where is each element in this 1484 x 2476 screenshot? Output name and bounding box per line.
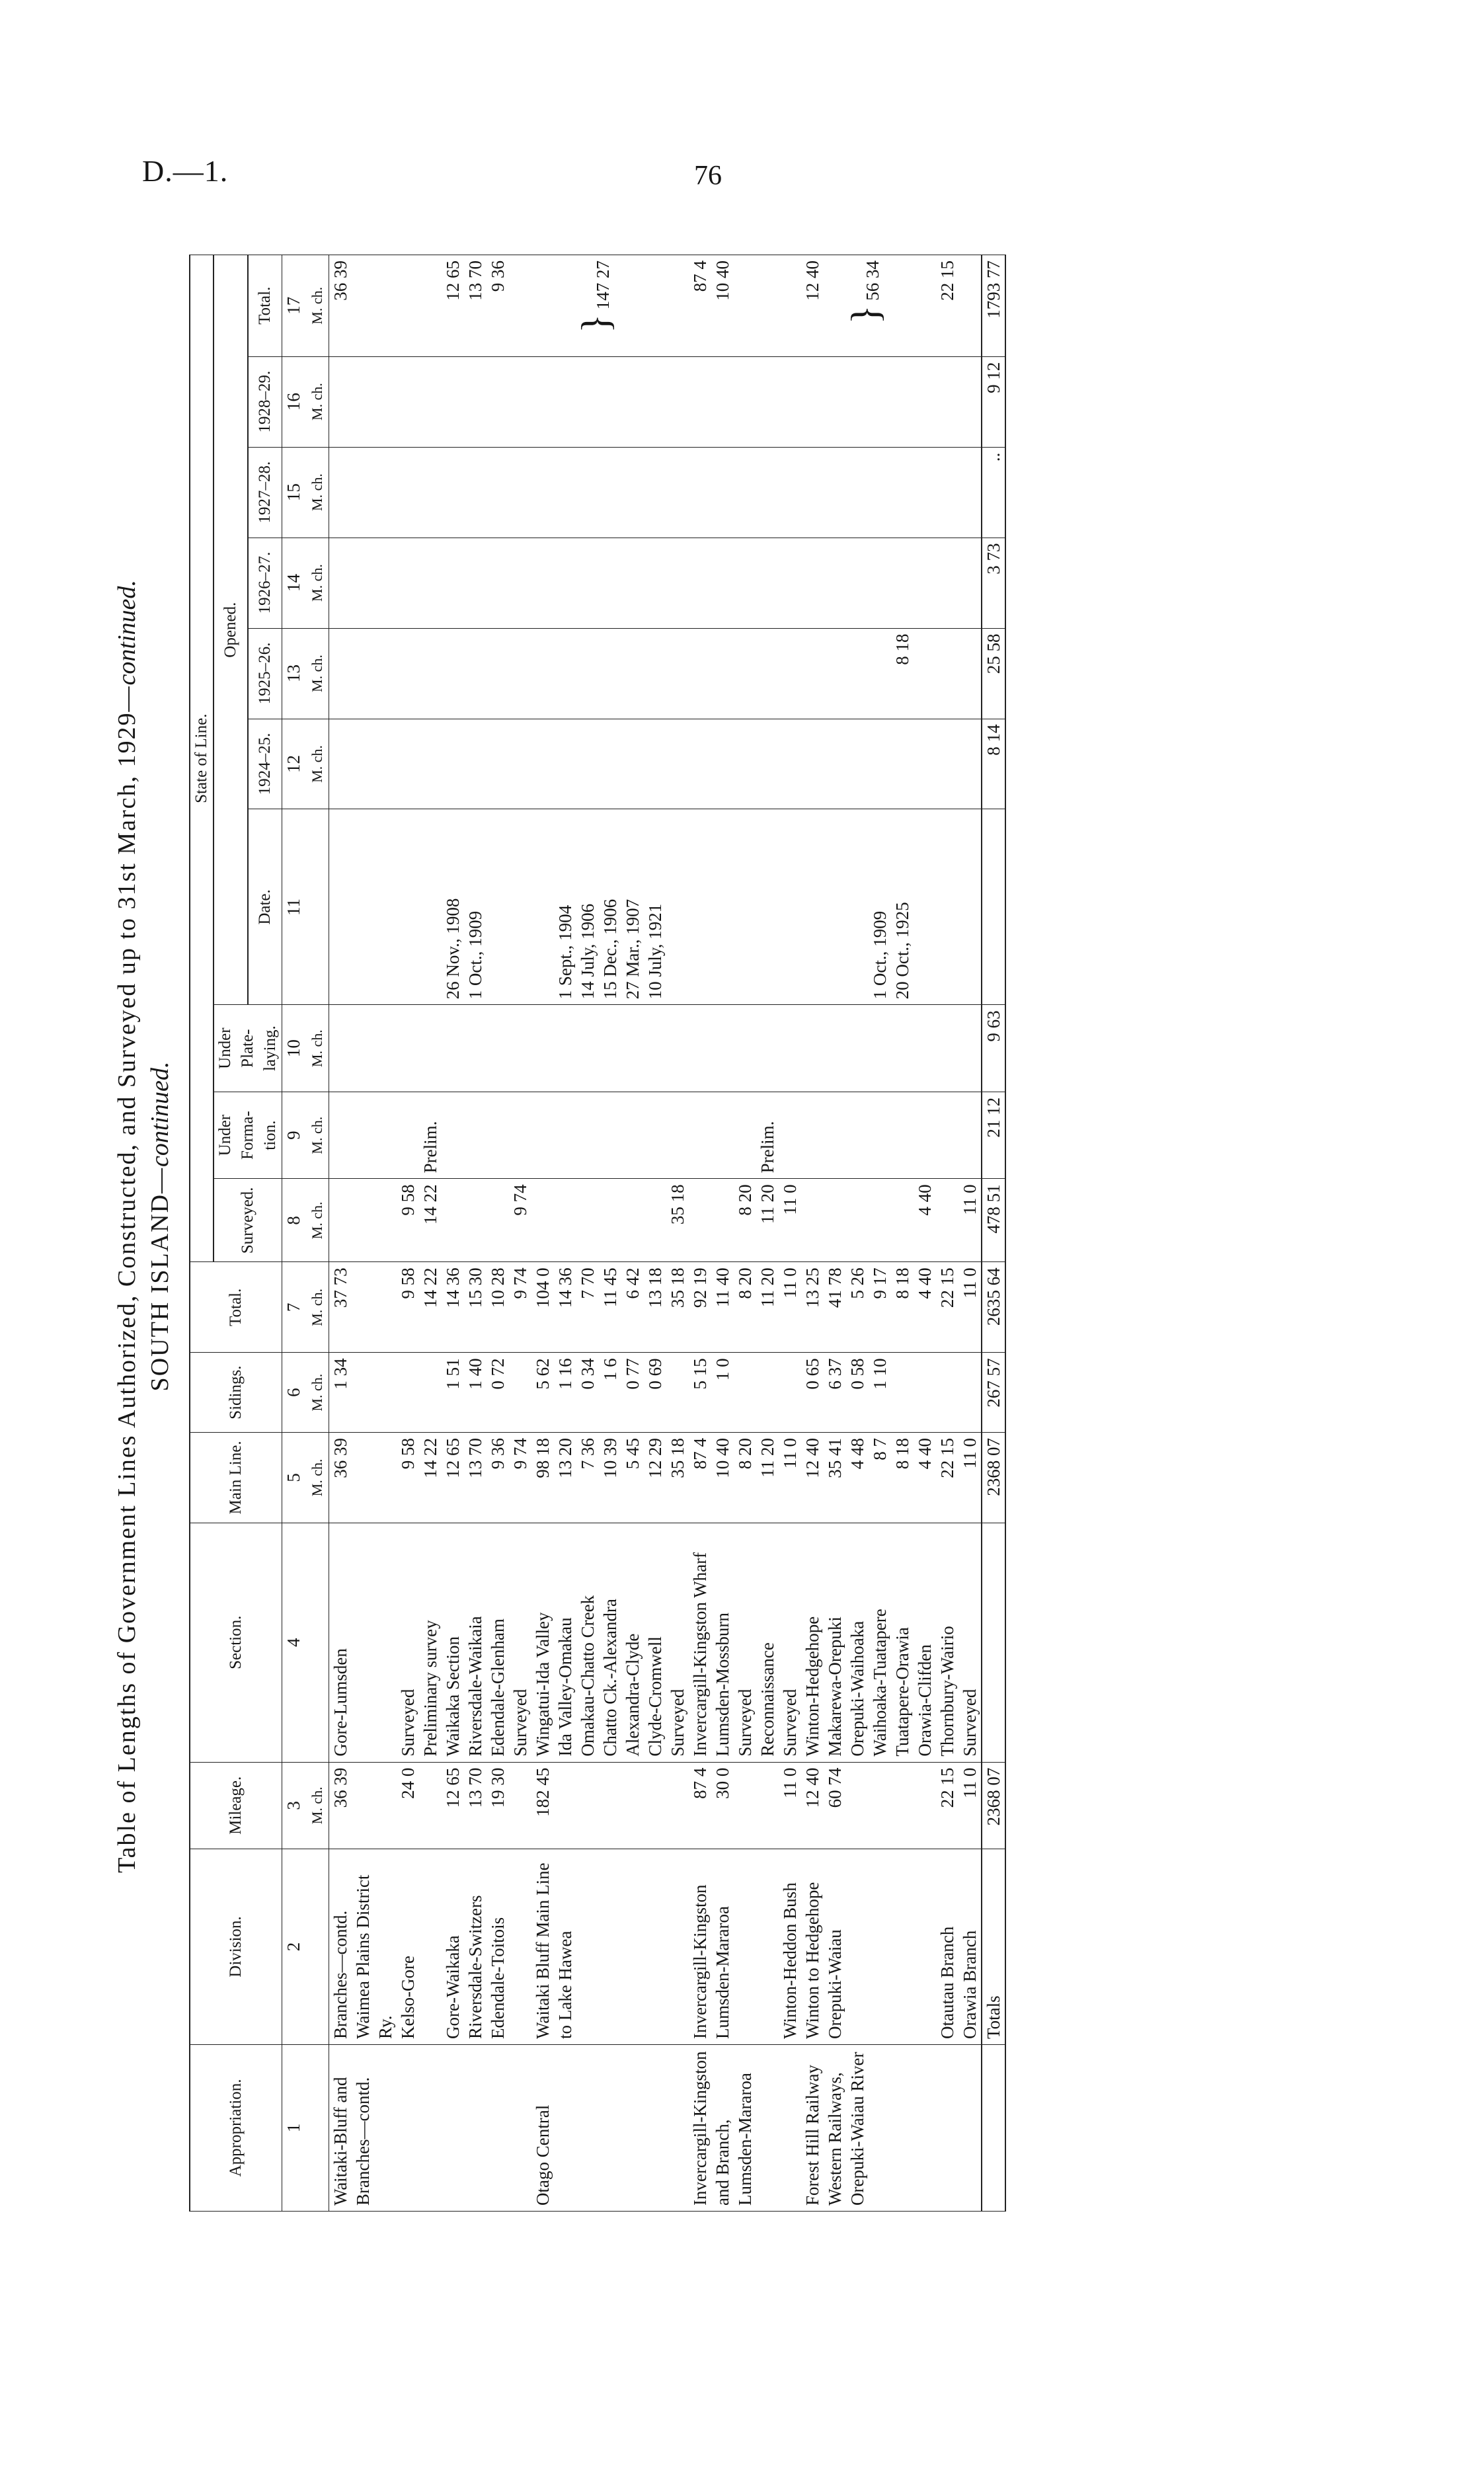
total-cell: 41 78	[824, 1262, 846, 1353]
date-cell: 26 Nov., 1908	[442, 809, 464, 1005]
mileage-cell: 11 0	[779, 1762, 801, 1849]
total-cell: 11 20	[756, 1262, 779, 1353]
table-row	[329, 255, 397, 2212]
section-cell: Waikaka Section	[442, 1523, 464, 1762]
date-cell: 10 July, 1921	[644, 809, 666, 1005]
header-1925-26: 1925–26.	[248, 628, 282, 719]
unit-label: M. ch.	[309, 286, 325, 325]
section-cell: Gore-Lumsden	[329, 1523, 397, 1762]
colnum	[282, 447, 329, 538]
colnum: 1	[282, 2044, 329, 2211]
main-line-cell: 36 39	[329, 1432, 397, 1523]
total-opened-cell: 22 15	[936, 255, 958, 357]
colnum	[282, 1179, 329, 1262]
mileage-cell: 19 30	[487, 1762, 509, 1849]
total-cell: 15 30	[464, 1262, 487, 1353]
colnum	[282, 1005, 329, 1092]
header-under-formation: Under Forma-tion.	[214, 1092, 282, 1179]
unit-label: M. ch.	[309, 383, 325, 420]
subtitle-continued: continued.	[146, 1061, 174, 1167]
appropriation-cell: Forest Hill Railway	[801, 2044, 824, 2211]
unit-label: M. ch.	[309, 1373, 325, 1412]
date-cell: 27 Mar., 1907	[621, 809, 644, 1005]
sidings-cell: 1 34	[329, 1353, 397, 1433]
header-appropriation: Appropriation.	[190, 2044, 282, 2211]
section-cell: Makarewa-Orepuki	[824, 1523, 846, 1762]
total-cell: 92 19	[689, 1262, 711, 1353]
sidings-cell: 1 0	[711, 1353, 734, 1433]
column-number-row	[282, 255, 329, 2212]
colnum	[282, 1262, 329, 1353]
sidings-cell: 1 40	[464, 1353, 487, 1433]
total-cell: 104 0	[531, 1262, 554, 1353]
header-1926-27: 1926–27.	[248, 538, 282, 628]
total-cell: 7 70	[576, 1262, 599, 1353]
header-opened: Opened.	[214, 255, 248, 1005]
section-cell: Edendale-Glenham	[487, 1523, 509, 1762]
section-cell: Orawia-Clifden	[914, 1523, 936, 1762]
surveyed-cell: 8 20	[734, 1179, 756, 1262]
header-main-line: Main Line.	[190, 1432, 282, 1523]
surveyed-cell: 9 74	[509, 1179, 531, 1262]
colnum-value: 15	[284, 483, 303, 502]
section-cell: Surveyed	[734, 1523, 756, 1762]
colnum	[282, 1432, 329, 1523]
section-cell: Waihoaka-Tuatapere	[869, 1523, 891, 1762]
division-cell: Orawia Branch	[958, 1849, 982, 2045]
main-line-cell: 87 4	[689, 1432, 711, 1523]
division-cell: Winton to Hedgehope	[801, 1849, 824, 2045]
main-line-cell: 7 36	[576, 1432, 599, 1523]
colnum-value: 17	[284, 296, 303, 315]
colnum: 11	[282, 809, 329, 1005]
date-cell: 14 July, 1906	[576, 809, 599, 1005]
date-cell: 1 Oct., 1909	[869, 809, 891, 1005]
section-cell: Surveyed	[509, 1523, 531, 1762]
main-line-cell: 11 0	[779, 1432, 801, 1523]
mileage-cell: 11 0	[958, 1762, 982, 1849]
opened-1925-26-cell: 8 18	[891, 628, 914, 719]
colnum	[282, 719, 329, 809]
total-opened-brace	[531, 255, 666, 357]
subtitle-text: SOUTH ISLAND—	[146, 1166, 174, 1392]
mileage-cell: 36 39	[329, 1762, 397, 1849]
main-line-cell: 9 74	[509, 1432, 531, 1523]
total-opened-cell: 13 70	[464, 255, 487, 357]
total-cell: 8 18	[891, 1262, 914, 1353]
table-row	[801, 255, 824, 2212]
section-cell: Winton-Hedgehope	[801, 1523, 824, 1762]
table-row	[936, 255, 958, 2212]
section-cell: Alexandra-Clyde	[621, 1523, 644, 1762]
total-cell: 4 40	[914, 1262, 936, 1353]
page-number: 76	[694, 161, 722, 191]
total-cell: 13 25	[801, 1262, 824, 1353]
mileage-cell: 60 74	[824, 1762, 936, 1849]
sidings-cell: 1 6	[599, 1353, 621, 1433]
main-line-cell: 8 7	[869, 1432, 891, 1523]
unit-label: M. ch.	[309, 564, 325, 602]
totals-label: Totals	[982, 1849, 1005, 2045]
main-line-cell: 12 65	[442, 1432, 464, 1523]
header-total-opened: Total.	[248, 255, 282, 357]
colnum-value: 3	[284, 1801, 303, 1810]
colnum-value: 13	[284, 664, 303, 683]
total-cell: 11 0	[779, 1262, 801, 1353]
section-cell: Wingatui-Ida Valley	[531, 1523, 554, 1762]
colnum: 2	[282, 1849, 329, 2045]
sidings-cell: 6 37	[824, 1353, 846, 1433]
appropriation-cell: Otago Central	[531, 2044, 689, 2211]
title-continued: continued.	[113, 580, 141, 686]
mileage-cell: 87 4	[689, 1762, 711, 1849]
unit-label: M. ch.	[309, 473, 325, 511]
main-line-cell: 98 18	[531, 1432, 554, 1523]
total-opened-cell: 12 65	[442, 255, 464, 357]
main-line-cell: 5 45	[621, 1432, 644, 1523]
table-row	[824, 255, 846, 2212]
surveyed-cell: 35 18	[666, 1179, 689, 1262]
main-line-cell: 10 40	[711, 1432, 734, 1523]
header-1927-28: 1927–28.	[248, 447, 282, 538]
division-cell: Gore-Waikaka	[442, 1849, 464, 2045]
table-row	[442, 255, 464, 2212]
colnum	[282, 1353, 329, 1433]
surveyed-cell: 14 22	[419, 1179, 442, 1262]
division-cell: Edendale-Toitois	[487, 1849, 509, 2045]
main-line-cell: 35 18	[666, 1432, 689, 1523]
total-cell: 9 74	[509, 1262, 531, 1353]
colnum-value: 6	[284, 1388, 303, 1397]
division-cell: Winton-Heddon Bush	[779, 1849, 801, 2045]
colnum-value: 10	[284, 1039, 303, 1058]
colnum-value: 14	[284, 574, 303, 592]
section-cell: Clyde-Cromwell	[644, 1523, 666, 1762]
table-row	[779, 255, 801, 2212]
formation-total: 21 12	[982, 1092, 1005, 1179]
platelaying-total: 9 63	[982, 1005, 1005, 1092]
formation-cell: Prelim.	[419, 1092, 442, 1179]
section-cell: Surveyed	[666, 1523, 689, 1762]
mileage-cell: 30 0	[711, 1762, 779, 1849]
surveyed-cell: 11 20	[756, 1179, 779, 1262]
brace-icon: }	[573, 314, 617, 333]
division-cell: Otautau Branch	[936, 1849, 958, 2045]
colnum	[282, 538, 329, 628]
sidings-total: 267 57	[982, 1353, 1005, 1433]
main-line-cell: 4 48	[846, 1432, 869, 1523]
lengths-table	[189, 255, 1006, 2212]
section-cell: Ida Valley-Omakau	[554, 1523, 576, 1762]
brace-total: 56 34	[862, 260, 882, 301]
table-row	[958, 255, 982, 2212]
main-line-cell: 12 40	[801, 1432, 824, 1523]
header-date: Date.	[248, 809, 282, 1005]
colnum: 4	[282, 1523, 329, 1762]
table-row	[711, 255, 734, 2212]
colnum	[282, 356, 329, 447]
header-state-of-line: State of Line.	[190, 255, 214, 1262]
sidings-cell: 0 34	[576, 1353, 599, 1433]
totals-row	[982, 255, 1005, 2212]
section-cell: Surveyed	[779, 1523, 801, 1762]
total-cell: 22 15	[936, 1262, 958, 1353]
total-opened-cell: 87 4	[689, 255, 711, 357]
section-cell: Surveyed	[397, 1523, 419, 1762]
appropriation-cell: Invercargill-Kingston and Branch, Lumsden-Mararoa	[689, 2044, 801, 2211]
section-cell: Preliminary survey	[419, 1523, 442, 1762]
table-row	[419, 255, 442, 2212]
sidings-cell: 0 77	[621, 1353, 644, 1433]
table-subtitle	[145, 241, 175, 2212]
section-cell: Riversdale-Waikaia	[464, 1523, 487, 1762]
mileage-cell: 24 0	[397, 1762, 419, 1849]
division-cell: Orepuki-Waiau	[824, 1849, 936, 2045]
mileage-total: 2368 07	[982, 1762, 1005, 1849]
date-cell: 1 Oct., 1909	[464, 809, 487, 1005]
section-cell: Orepuki-Waihoaka	[846, 1523, 869, 1762]
date-cell: 15 Dec., 1906	[599, 809, 621, 1005]
total-opened-cell: 36 39	[329, 255, 397, 357]
total-total: 2635 64	[982, 1262, 1005, 1353]
unit-label: M. ch.	[309, 745, 325, 783]
total-cell: 14 22	[419, 1262, 442, 1353]
section-cell: Tuatapere-Orawia	[891, 1523, 914, 1762]
total-cell: 37 73	[329, 1262, 397, 1353]
table-title	[112, 241, 141, 2212]
main-line-cell: 13 20	[554, 1432, 576, 1523]
surveyed-cell: 9 58	[397, 1179, 419, 1262]
colnum-value: 8	[284, 1216, 303, 1225]
division-cell: Lumsden-Mararoa	[711, 1849, 779, 2045]
main-line-cell: 8 18	[891, 1432, 914, 1523]
header-under-platelaying: Under Plate-laying.	[214, 1005, 282, 1092]
colnum-value: 16	[284, 393, 303, 411]
total-cell: 9 17	[869, 1262, 891, 1353]
main-line-cell: 11 0	[958, 1432, 982, 1523]
total-cell: 10 28	[487, 1262, 509, 1353]
table-row	[689, 255, 711, 2212]
surveyed-cell: 11 0	[779, 1179, 801, 1262]
unit-label: M. ch.	[309, 1458, 325, 1497]
main-line-cell: 4 40	[914, 1432, 936, 1523]
unit-label: M. ch.	[309, 1029, 325, 1068]
mileage-cell: 22 15	[936, 1762, 958, 1849]
table-row	[397, 255, 419, 2212]
total-cell: 9 58	[397, 1262, 419, 1353]
surveyed-cell: 11 0	[958, 1179, 982, 1262]
sidings-cell: 1 16	[554, 1353, 576, 1433]
header-surveyed: Surveyed.	[214, 1179, 282, 1262]
main-line-cell: 14 22	[419, 1432, 442, 1523]
date-cell: 1 Sept., 1904	[554, 809, 576, 1005]
unit-label: M. ch.	[309, 1288, 325, 1326]
sidings-cell: 0 72	[487, 1353, 509, 1433]
total-cell: 14 36	[554, 1262, 576, 1353]
table-row	[531, 255, 554, 2212]
colnum	[282, 1092, 329, 1179]
header-sidings: Sidings.	[190, 1353, 282, 1433]
main-line-cell: 13 70	[464, 1432, 487, 1523]
section-cell: Invercargill-Kingston Wharf	[689, 1523, 711, 1762]
main-line-cell: 35 41	[824, 1432, 846, 1523]
sidings-cell: 0 58	[846, 1353, 869, 1433]
sidings-cell: 5 62	[531, 1353, 554, 1433]
division-cell: Branches—contd. Waimea Plains District Ry.	[329, 1849, 397, 2045]
mileage-cell: 13 70	[464, 1762, 487, 1849]
appropriation-cell: Waitaki-Bluff and Branches—contd.	[329, 2044, 532, 2211]
colnum	[282, 255, 329, 357]
brace-icon: }	[843, 305, 887, 325]
total-cell: 8 20	[734, 1262, 756, 1353]
opened-1924-25-total: 8 14	[982, 719, 1005, 809]
total-opened-brace	[824, 255, 914, 357]
total-cell: 35 18	[666, 1262, 689, 1353]
main-line-cell: 10 39	[599, 1432, 621, 1523]
title-text: Table of Lengths of Government Lines Authorized, Constructed, and Surveyed up to 31st March, 1929—	[113, 685, 141, 1873]
sidings-cell: 1 10	[869, 1353, 891, 1433]
total-cell: 6 42	[621, 1262, 644, 1353]
total-cell: 11 0	[958, 1262, 982, 1353]
opened-1926-27-total: 3 73	[982, 538, 1005, 628]
table-row	[487, 255, 509, 2212]
header-total: Total.	[190, 1262, 282, 1353]
colnum-value: 12	[284, 755, 303, 774]
main-line-cell: 11 20	[756, 1432, 779, 1523]
section-cell: Omakau-Chatto Creek	[576, 1523, 599, 1762]
formation-cell: Prelim.	[756, 1092, 779, 1179]
opened-1927-28-total: ..	[982, 447, 1005, 538]
total-cell: 13 18	[644, 1262, 666, 1353]
table-row	[464, 255, 487, 2212]
section-cell: Reconnaissance	[756, 1523, 779, 1762]
colnum-value: 7	[284, 1302, 303, 1312]
header-1924-25: 1924–25.	[248, 719, 282, 809]
total-cell: 5 26	[846, 1262, 869, 1353]
colnum-value: 9	[284, 1131, 303, 1140]
mileage-cell: 12 65	[442, 1762, 464, 1849]
total-opened-total: 1793 77	[982, 255, 1005, 357]
page-reference: D.—1.	[142, 154, 229, 188]
table-row	[509, 255, 531, 2212]
surveyed-total: 478 51	[982, 1179, 1005, 1262]
section-cell: Surveyed	[958, 1523, 982, 1762]
section-cell: Thornbury-Wairio	[936, 1523, 958, 1762]
colnum	[282, 1762, 329, 1849]
division-cell: Riversdale-Switzers	[464, 1849, 487, 2045]
sidings-cell: 1 51	[442, 1353, 464, 1433]
main-line-total: 2368 07	[982, 1432, 1005, 1523]
unit-label: M. ch.	[309, 1786, 325, 1825]
main-line-cell: 8 20	[734, 1432, 756, 1523]
total-cell: 11 40	[711, 1262, 734, 1353]
section-cell: Chatto Ck.-Alexandra	[599, 1523, 621, 1762]
sidings-cell: 0 65	[801, 1353, 824, 1433]
brace-total: 147 27	[592, 260, 613, 310]
main-line-cell: 22 15	[936, 1432, 958, 1523]
header-mileage: Mileage.	[190, 1762, 282, 1849]
header-section: Section.	[190, 1523, 282, 1762]
total-opened-cell: 12 40	[801, 255, 824, 357]
opened-1928-29-total: 9 12	[982, 356, 1005, 447]
mileage-cell: 182 45	[531, 1762, 689, 1849]
appropriation-cell: Western Railways, Orepuki-Waiau River	[824, 2044, 982, 2211]
surveyed-cell: 4 40	[914, 1179, 936, 1262]
header-division: Division.	[190, 1849, 282, 2045]
main-line-cell: 9 36	[487, 1432, 509, 1523]
total-opened-cell: 10 40	[711, 255, 734, 357]
total-cell: 11 45	[599, 1262, 621, 1353]
division-cell: Invercargill-Kingston	[689, 1849, 711, 2045]
total-opened-cell: 9 36	[487, 255, 509, 357]
unit-label: M. ch.	[309, 1201, 325, 1240]
sidings-cell: 5 15	[689, 1353, 711, 1433]
colnum	[282, 628, 329, 719]
colnum-value: 5	[284, 1473, 303, 1482]
date-cell: 20 Oct., 1925	[891, 809, 914, 1005]
unit-label: M. ch.	[309, 1116, 325, 1154]
main-line-cell: 9 58	[397, 1432, 419, 1523]
division-cell: Waitaki Bluff Main Line to Lake Hawea	[531, 1849, 689, 2045]
unit-label: M. ch.	[309, 655, 325, 692]
main-line-cell: 12 29	[644, 1432, 666, 1523]
mileage-cell: 12 40	[801, 1762, 824, 1849]
opened-1925-26-total: 25 58	[982, 628, 1005, 719]
sidings-cell: 0 69	[644, 1353, 666, 1433]
header-1928-29: 1928–29.	[248, 356, 282, 447]
total-cell: 14 36	[442, 1262, 464, 1353]
division-cell: Kelso-Gore	[397, 1849, 419, 2045]
section-cell: Lumsden-Mossburn	[711, 1523, 734, 1762]
rotated-table-block	[112, 241, 1282, 2212]
